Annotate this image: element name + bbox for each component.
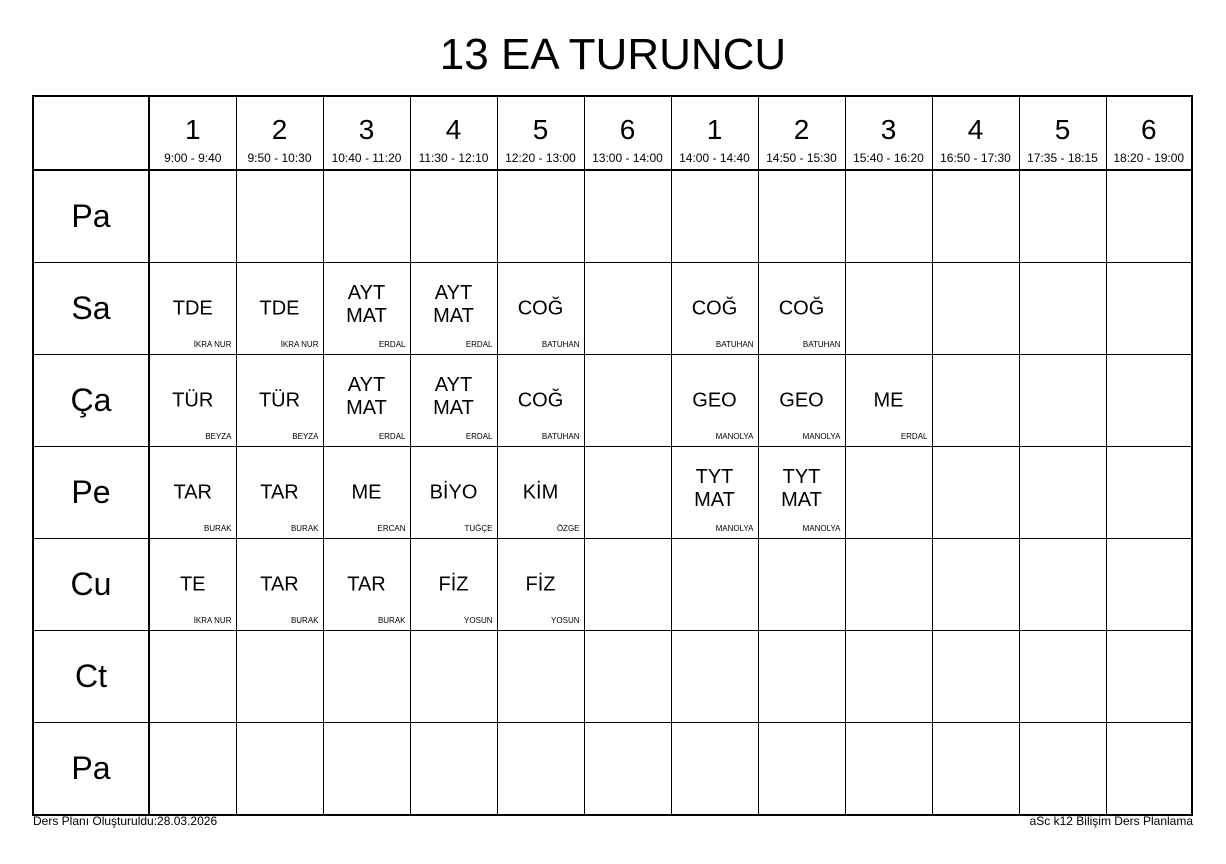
lesson-teacher: BURAK	[377, 616, 406, 625]
lesson-cell	[410, 447, 497, 539]
lesson-teacher: MANOLYA	[715, 432, 754, 441]
lesson-teacher: MANOLYA	[715, 524, 754, 533]
empty-cell	[410, 723, 497, 816]
lesson-teacher: BATUHAN	[802, 340, 841, 349]
period-time: 16:50 - 17:30	[940, 151, 1011, 165]
lesson-subject: FİZ	[438, 573, 469, 595]
lesson-subject: TÜR	[258, 389, 301, 411]
lesson-subject: AYT MAT	[346, 373, 387, 419]
day-name: Ça	[70, 382, 112, 418]
empty-cell	[497, 723, 584, 816]
lesson-cell	[149, 539, 236, 631]
period-time: 9:00 - 9:40	[164, 151, 222, 165]
period-time: 10:40 - 11:20	[331, 151, 402, 165]
empty-cell	[1106, 355, 1192, 447]
lesson-teacher: ERDAL	[465, 340, 493, 349]
empty-cell	[149, 170, 236, 263]
lesson-teacher: İKRA NUR	[193, 340, 232, 349]
empty-cell	[584, 447, 671, 539]
lesson-teacher: ÖZGE	[556, 524, 580, 533]
lesson-subject: AYT MAT	[433, 373, 474, 419]
lesson-teacher: BATUHAN	[541, 432, 580, 441]
lesson-cell	[236, 447, 323, 539]
empty-cell	[671, 631, 758, 723]
lesson-subject: TAR	[173, 481, 212, 503]
empty-cell	[1106, 447, 1192, 539]
lesson-cell	[323, 355, 410, 447]
empty-cell	[758, 539, 845, 631]
period-number: 1	[184, 114, 201, 145]
period-header	[845, 96, 932, 170]
lesson-subject: TE	[179, 573, 206, 595]
lesson-subject: TDE	[259, 297, 300, 319]
day-row	[33, 723, 1192, 816]
empty-cell	[1019, 447, 1106, 539]
lesson-subject: TÜR	[172, 389, 214, 411]
day-row	[33, 170, 1192, 263]
empty-cell	[932, 447, 1019, 539]
lesson-subject: COĞ	[517, 389, 564, 411]
day-name-cell	[33, 539, 149, 631]
footer-software-credit: aSc k12 Bilişim Ders Planlama	[1029, 814, 1193, 828]
lesson-subject: GEO	[692, 389, 737, 411]
period-time: 9:50 - 10:30	[247, 151, 312, 165]
empty-cell	[236, 631, 323, 723]
lesson-teacher: MANOLYA	[802, 432, 841, 441]
lesson-subject: TYT MAT	[781, 465, 822, 511]
lesson-teacher: İKRA NUR	[280, 340, 319, 349]
lesson-cell	[323, 539, 410, 631]
empty-cell	[1019, 263, 1106, 355]
period-header	[236, 96, 323, 170]
corner-cell	[33, 96, 149, 170]
empty-cell	[671, 170, 758, 263]
empty-cell	[671, 539, 758, 631]
lesson-cell	[497, 447, 584, 539]
day-name: Sa	[71, 290, 111, 326]
lesson-cell	[149, 447, 236, 539]
day-name-cell	[33, 631, 149, 723]
lesson-cell	[236, 263, 323, 355]
lesson-teacher: ERDAL	[378, 340, 406, 349]
empty-cell	[1106, 263, 1192, 355]
lesson-subject: TYT MAT	[694, 465, 735, 511]
lesson-cell	[497, 539, 584, 631]
empty-cell	[671, 723, 758, 816]
lesson-teacher: TUĞÇE	[464, 524, 493, 533]
period-header	[758, 96, 845, 170]
lesson-cell	[149, 263, 236, 355]
period-number: 5	[532, 114, 549, 145]
lesson-subject: AYT MAT	[433, 281, 474, 327]
empty-cell	[845, 539, 932, 631]
empty-cell	[1019, 539, 1106, 631]
lesson-cell	[758, 263, 845, 355]
lesson-cell	[671, 447, 758, 539]
timetable-title: 13 EA TURUNCU	[439, 30, 787, 79]
period-time: 14:50 - 15:30	[766, 151, 837, 165]
lesson-cell	[323, 447, 410, 539]
period-number: 1	[706, 114, 723, 145]
empty-cell	[149, 631, 236, 723]
period-number: 6	[619, 114, 636, 145]
empty-cell	[323, 723, 410, 816]
day-row	[33, 447, 1192, 539]
lesson-subject: KİM	[522, 481, 559, 503]
day-name: Pa	[71, 198, 111, 234]
empty-cell	[1106, 723, 1192, 816]
empty-cell	[584, 263, 671, 355]
day-row	[33, 355, 1192, 447]
period-header	[932, 96, 1019, 170]
timetable-grid	[32, 95, 1193, 816]
lesson-teacher: BEYZA	[292, 432, 319, 441]
period-header	[149, 96, 236, 170]
lesson-teacher: BURAK	[203, 524, 232, 533]
period-number: 3	[880, 114, 897, 145]
empty-cell	[1019, 170, 1106, 263]
empty-cell	[149, 723, 236, 816]
lesson-cell	[671, 263, 758, 355]
lesson-teacher: BATUHAN	[541, 340, 580, 349]
lesson-cell	[410, 263, 497, 355]
empty-cell	[1106, 631, 1192, 723]
empty-cell	[1106, 539, 1192, 631]
lesson-subject: BİYO	[429, 481, 478, 503]
period-number: 2	[793, 114, 810, 145]
empty-cell	[932, 723, 1019, 816]
period-number: 3	[358, 114, 375, 145]
empty-cell	[584, 723, 671, 816]
day-name-cell	[33, 263, 149, 355]
lesson-teacher: MANOLYA	[802, 524, 841, 533]
empty-cell	[845, 170, 932, 263]
empty-cell	[758, 631, 845, 723]
lesson-cell	[323, 263, 410, 355]
lesson-teacher: ERDAL	[465, 432, 493, 441]
lesson-cell	[149, 355, 236, 447]
empty-cell	[497, 631, 584, 723]
empty-cell	[236, 723, 323, 816]
lesson-subject: AYT MAT	[346, 281, 387, 327]
empty-cell	[932, 263, 1019, 355]
empty-cell	[845, 631, 932, 723]
empty-cell	[932, 631, 1019, 723]
empty-cell	[1019, 723, 1106, 816]
empty-cell	[932, 539, 1019, 631]
period-time: 17:35 - 18:15	[1027, 151, 1098, 165]
empty-cell	[410, 170, 497, 263]
lesson-cell	[671, 355, 758, 447]
period-header-row	[33, 96, 1192, 170]
day-name: Cu	[70, 566, 112, 602]
empty-cell	[1019, 631, 1106, 723]
lesson-teacher: ERDAL	[378, 432, 406, 441]
lesson-subject: COĞ	[778, 297, 825, 319]
day-row	[33, 263, 1192, 355]
empty-cell	[584, 631, 671, 723]
footer-created-date: Ders Planı Oluşturuldu:28.03.2026	[33, 814, 218, 828]
day-name: Ct	[75, 658, 107, 694]
period-time: 18:20 - 19:00	[1113, 151, 1185, 165]
empty-cell	[1106, 170, 1192, 263]
empty-cell	[932, 170, 1019, 263]
empty-cell	[584, 355, 671, 447]
period-number: 5	[1054, 114, 1071, 145]
empty-cell	[323, 631, 410, 723]
lesson-subject: COĞ	[691, 297, 738, 319]
lesson-subject: GEO	[779, 389, 824, 411]
period-number: 4	[967, 114, 984, 145]
empty-cell	[323, 170, 410, 263]
empty-cell	[497, 170, 584, 263]
period-header	[671, 96, 758, 170]
lesson-teacher: BEYZA	[205, 432, 232, 441]
period-time: 15:40 - 16:20	[853, 151, 924, 165]
empty-cell	[584, 539, 671, 631]
lesson-cell	[845, 355, 932, 447]
day-name: Pe	[71, 474, 111, 510]
period-header	[323, 96, 410, 170]
period-time: 12:20 - 13:00	[505, 151, 576, 165]
day-row	[33, 539, 1192, 631]
lesson-teacher: YOSUN	[464, 616, 493, 625]
lesson-subject: TDE	[172, 297, 213, 319]
empty-cell	[584, 170, 671, 263]
day-name: Pa	[71, 750, 111, 786]
lesson-teacher: BATUHAN	[715, 340, 754, 349]
lesson-subject: COĞ	[517, 297, 564, 319]
lesson-teacher: ERDAL	[900, 432, 928, 441]
empty-cell	[410, 631, 497, 723]
period-header	[410, 96, 497, 170]
lesson-cell	[410, 355, 497, 447]
lesson-subject: ME	[873, 389, 904, 411]
lesson-subject: ME	[351, 481, 382, 503]
day-name-cell	[33, 355, 149, 447]
period-header	[1019, 96, 1106, 170]
lesson-cell	[497, 263, 584, 355]
lesson-cell	[497, 355, 584, 447]
period-header	[1106, 96, 1192, 170]
period-number: 6	[1140, 114, 1157, 145]
period-time: 13:00 - 14:00	[592, 151, 663, 165]
day-name-cell	[33, 723, 149, 816]
lesson-subject: TAR	[260, 481, 299, 503]
lesson-teacher: İKRA NUR	[193, 616, 232, 625]
lesson-cell	[236, 539, 323, 631]
period-header	[584, 96, 671, 170]
lesson-cell	[410, 539, 497, 631]
period-header	[497, 96, 584, 170]
empty-cell	[845, 723, 932, 816]
empty-cell	[1019, 355, 1106, 447]
period-number: 4	[445, 114, 462, 145]
lesson-teacher: BURAK	[290, 524, 319, 533]
empty-cell	[845, 263, 932, 355]
lesson-teacher: YOSUN	[551, 616, 580, 625]
lesson-cell	[236, 355, 323, 447]
lesson-teacher: BURAK	[290, 616, 319, 625]
period-time: 14:00 - 14:40	[679, 151, 750, 165]
day-name-cell	[33, 447, 149, 539]
empty-cell	[236, 170, 323, 263]
day-name-cell	[33, 170, 149, 263]
period-time: 11:30 - 12:10	[418, 151, 489, 165]
lesson-subject: TAR	[260, 573, 299, 595]
lesson-cell	[758, 355, 845, 447]
lesson-teacher: ERCAN	[377, 524, 406, 533]
empty-cell	[932, 355, 1019, 447]
lesson-subject: TAR	[347, 573, 386, 595]
lesson-cell	[758, 447, 845, 539]
empty-cell	[758, 170, 845, 263]
day-row	[33, 631, 1192, 723]
lesson-subject: FİZ	[525, 573, 556, 595]
period-number: 2	[271, 114, 288, 145]
empty-cell	[845, 447, 932, 539]
empty-cell	[758, 723, 845, 816]
